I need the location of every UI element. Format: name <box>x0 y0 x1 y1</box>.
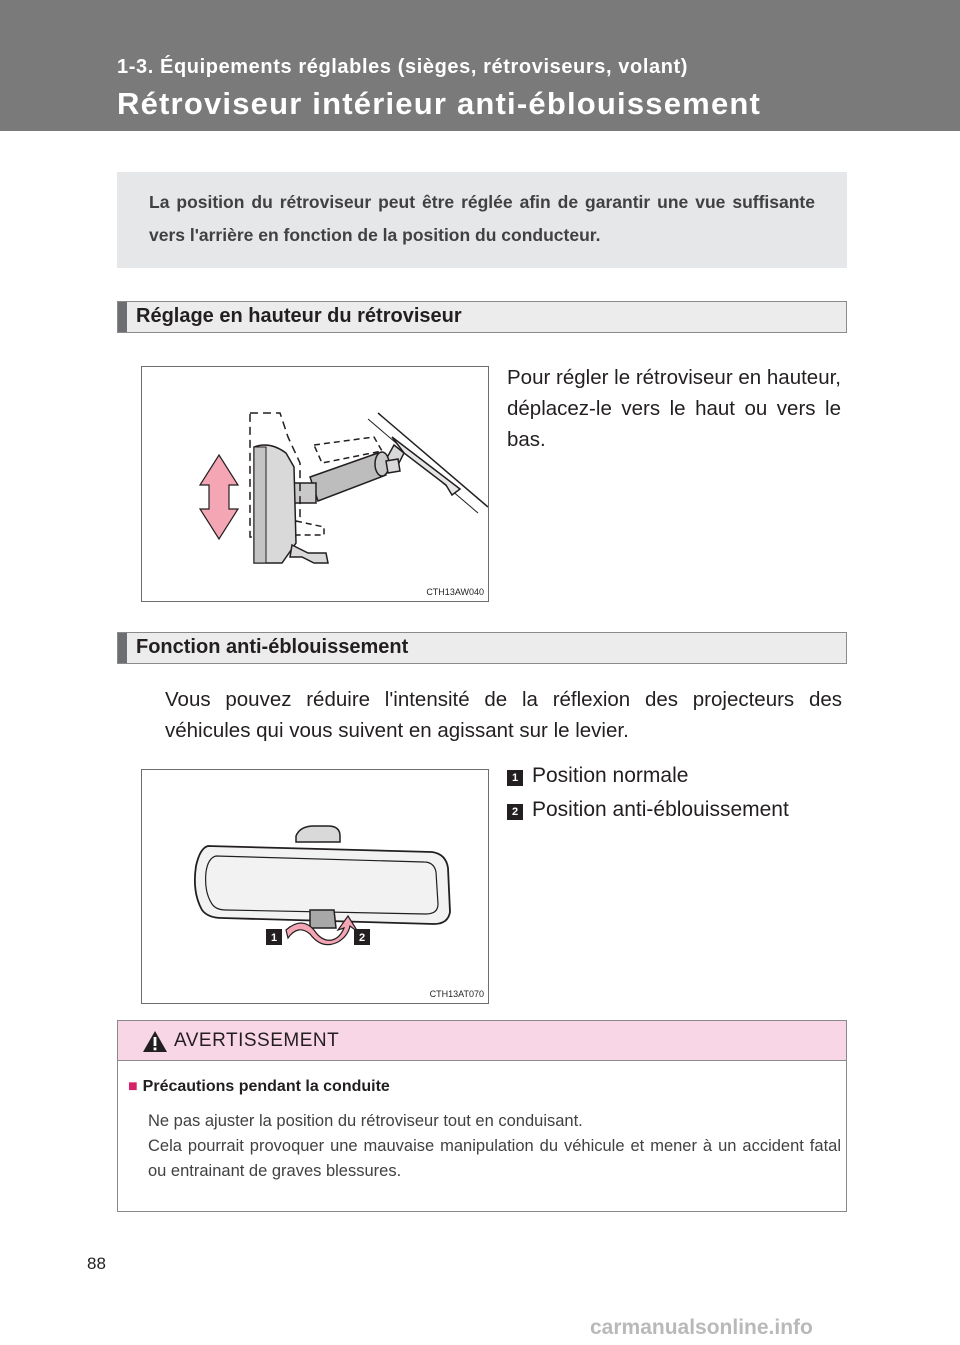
warning-body <box>148 1109 841 1184</box>
number-badge: 2 <box>507 804 523 820</box>
anti-glare-text: Vous pouvez réduire l'intensité de la réflexion des projecteurs des véhicules qui vous suivent en agissant sur le levier. <box>165 688 842 742</box>
height-adjust-text: Pour régler le rétroviseur en hauteur, déplacez-le vers le haut ou vers le bas. <box>507 366 841 451</box>
subheading-anti-glare <box>117 632 847 664</box>
intro-box <box>117 172 847 268</box>
warning-label: AVERTISSEMENT <box>174 1030 340 1051</box>
legend-item-anti-glare <box>507 798 789 822</box>
warning-triangle-icon <box>142 1030 168 1053</box>
figure-mirror-height <box>141 366 489 602</box>
legend-label: Position normale <box>532 764 689 787</box>
subheading-bar <box>118 633 127 663</box>
page-number: 88 <box>87 1254 106 1273</box>
figure-code: CTH13AT070 <box>429 989 484 999</box>
subheading-height-adjust <box>117 301 847 333</box>
legend-item-normal <box>507 764 688 788</box>
watermark: carmanualsonline.info <box>590 1316 813 1339</box>
svg-text:1: 1 <box>270 932 278 944</box>
section-title: 1-3. Équipements réglables (sièges, rétroviseurs, volant) <box>117 56 689 78</box>
mirror-height-illustration <box>142 367 488 601</box>
mirror-lever-illustration <box>142 770 488 1003</box>
warning-box <box>117 1020 847 1212</box>
svg-text:2: 2 <box>358 932 366 944</box>
subheading-text: Fonction anti-éblouissement <box>136 636 409 658</box>
legend-label: Position anti-éblouissement <box>532 798 789 821</box>
number-badge: 1 <box>507 770 523 786</box>
subheading-text: Réglage en hauteur du rétroviseur <box>136 305 462 327</box>
bullet-square-icon: ■ <box>128 1078 138 1095</box>
warning-header <box>118 1021 846 1061</box>
figure-mirror-lever <box>141 769 489 1004</box>
intro-text: La position du rétroviseur peut être réglée afin de garantir une vue suffisante vers l'arrière en fonction de la position du conducteur. <box>149 192 815 245</box>
page-header <box>0 0 960 131</box>
warning-line-2: Cela pourrait provoquer une mauvaise manipulation du véhicule et mener à un accident fatal ou entrainant de graves blessures. <box>148 1137 841 1180</box>
warning-line-1: Ne pas ajuster la position du rétroviseur tout en conduisant. <box>148 1112 583 1130</box>
page-title: Rétroviseur intérieur anti-éblouissement <box>117 86 762 121</box>
figure-code: CTH13AW040 <box>426 587 484 597</box>
subheading-bar <box>118 302 127 332</box>
warning-subtitle: ■ Précautions pendant la conduite <box>128 1078 390 1095</box>
